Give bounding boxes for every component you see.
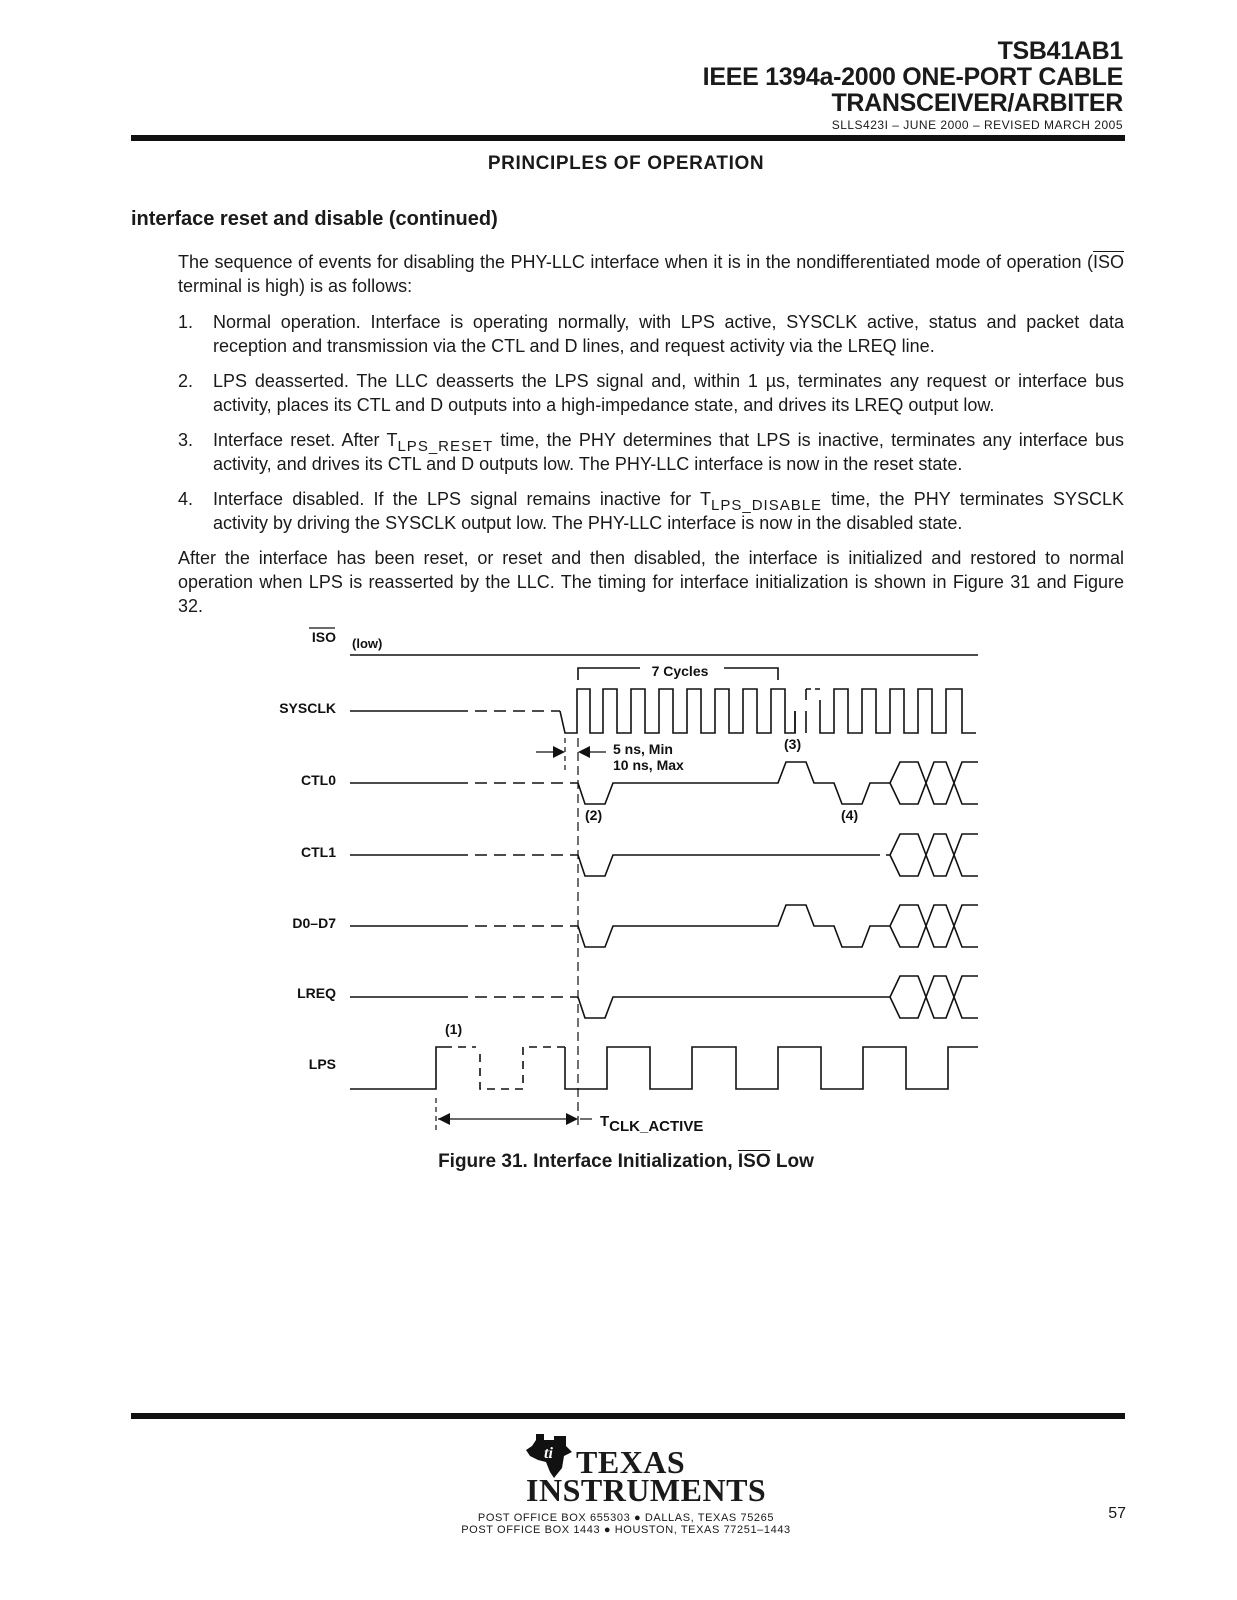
lps-waveform — [350, 1047, 978, 1089]
intro-text-1: The sequence of events for disabling the PHY-LLC interface when it is in the nondifferentiated mode of operation ( — [178, 252, 1093, 272]
note-3-label: (3) — [784, 736, 802, 752]
tclk-active-label — [600, 1113, 703, 1135]
caption-text-end: Low — [770, 1151, 814, 1172]
section-title: PRINCIPLES OF OPERATION — [487, 153, 765, 174]
arrowhead — [553, 746, 565, 758]
sysclk-waveform — [350, 689, 976, 733]
min-delay-label: 5 ns, Min — [613, 741, 673, 757]
step-number: 4. — [178, 489, 194, 509]
step-text-pre: Interface reset. After T — [213, 430, 398, 450]
doc-id: SLLS423I – JUNE 2000 – REVISED MARCH 2005 — [831, 118, 1123, 132]
tclk-subscript: CLK_ACTIVE — [609, 1118, 704, 1135]
ctl1-waveform — [350, 834, 978, 876]
intro-text-2: terminal is high) is as follows: — [178, 276, 413, 296]
closing-paragraph: After the interface has been reset, or reset and then disabled, the interface is initialized and restored to normal operation when LPS is reasserted by the LLC. The timing for interface initialization is shown in Figure 31 and Figure 32. — [178, 548, 1124, 616]
note-4-label: (4) — [841, 807, 859, 823]
step-text: LPS deasserted. The LLC deasserts the LPS signal and, within 1 µs, terminates any request or interface bus activity, places its CTL and D outputs into a high-impedance state, and drives its LREQ output low. — [213, 371, 1124, 415]
part-number: TSB41AB1 — [997, 37, 1123, 65]
note-1-label: (1) — [445, 1021, 463, 1037]
signal-label-lreq: LREQ — [297, 985, 336, 1001]
footer-rule — [131, 1413, 1125, 1419]
signal-label-lps: LPS — [308, 1056, 336, 1072]
caption-text: Figure 31. Interface Initialization, — [438, 1151, 738, 1172]
step-text-post: time, the PHY terminates SYSCLK activity by driving the SYSCLK output low. The PHY-LLC interface is now in the disabled state. — [213, 489, 1125, 533]
step-subscript: LPS_RESET — [397, 438, 494, 455]
d-bus-waveform — [350, 905, 978, 947]
address-line-1: POST OFFICE BOX 655303 ● DALLAS, TEXAS 75265 — [477, 1512, 775, 1524]
signal-label-iso: ISO — [311, 629, 336, 645]
signal-label-ctl1: CTL1 — [301, 844, 336, 860]
arrowhead — [438, 1113, 450, 1125]
step-text-post: time, the PHY determines that LPS is inactive, terminates any interface bus activity, and drives its CTL and D outputs low. The PHY-LLC interface is now in the reset state. — [213, 430, 1124, 474]
step-number: 1. — [178, 312, 194, 332]
signal-label-ctl0: CTL0 — [301, 772, 336, 788]
svg-text:ti: ti — [544, 1445, 553, 1462]
doc-title-line1: IEEE 1394a-2000 ONE-PORT CABLE — [702, 63, 1123, 91]
step-subscript: LPS_DISABLE — [711, 497, 823, 514]
tclk-prefix: T — [600, 1113, 610, 1130]
cycles-label: 7 Cycles — [651, 663, 709, 679]
figure-caption — [0, 1151, 1237, 1173]
step-text-pre: Interface disabled. If the LPS signal remains inactive for T — [213, 489, 711, 509]
subsection-title: interface reset and disable (continued) — [131, 208, 498, 230]
lreq-waveform — [350, 976, 978, 1018]
ti-logo — [524, 1432, 767, 1508]
doc-title-line2: TRANSCEIVER/ARBITER — [831, 89, 1123, 117]
note-2-label: (2) — [585, 807, 603, 823]
max-delay-label: 10 ns, Max — [613, 757, 684, 773]
arrowhead — [566, 1113, 578, 1125]
signal-label-d: D0–D7 — [292, 915, 336, 931]
caption-iso: $\overline{ISO}$ — [737, 1151, 771, 1172]
signal-label-sysclk: SYSCLK — [279, 700, 336, 716]
address-line-2: POST OFFICE BOX 1443 ● HOUSTON, TEXAS 77251–1443 — [461, 1524, 791, 1536]
step-text: Normal operation. Interface is operating normally, with LPS active, SYSCLK active, status and packet data reception and transmission via the CTL and D lines, and request activity via the LREQ line. — [213, 312, 1124, 356]
iso-state-label: (low) — [352, 636, 383, 651]
logo-text-texas: TEXAS — [576, 1444, 686, 1480]
iso-overline: $\overline{ISO}$ — [1092, 252, 1124, 272]
page-number: 57 — [1108, 1505, 1126, 1522]
step-number: 3. — [178, 430, 194, 450]
arrowhead — [578, 746, 590, 758]
step-number: 2. — [178, 371, 194, 391]
logo-text-instruments: INSTRUMENTS — [526, 1472, 767, 1508]
